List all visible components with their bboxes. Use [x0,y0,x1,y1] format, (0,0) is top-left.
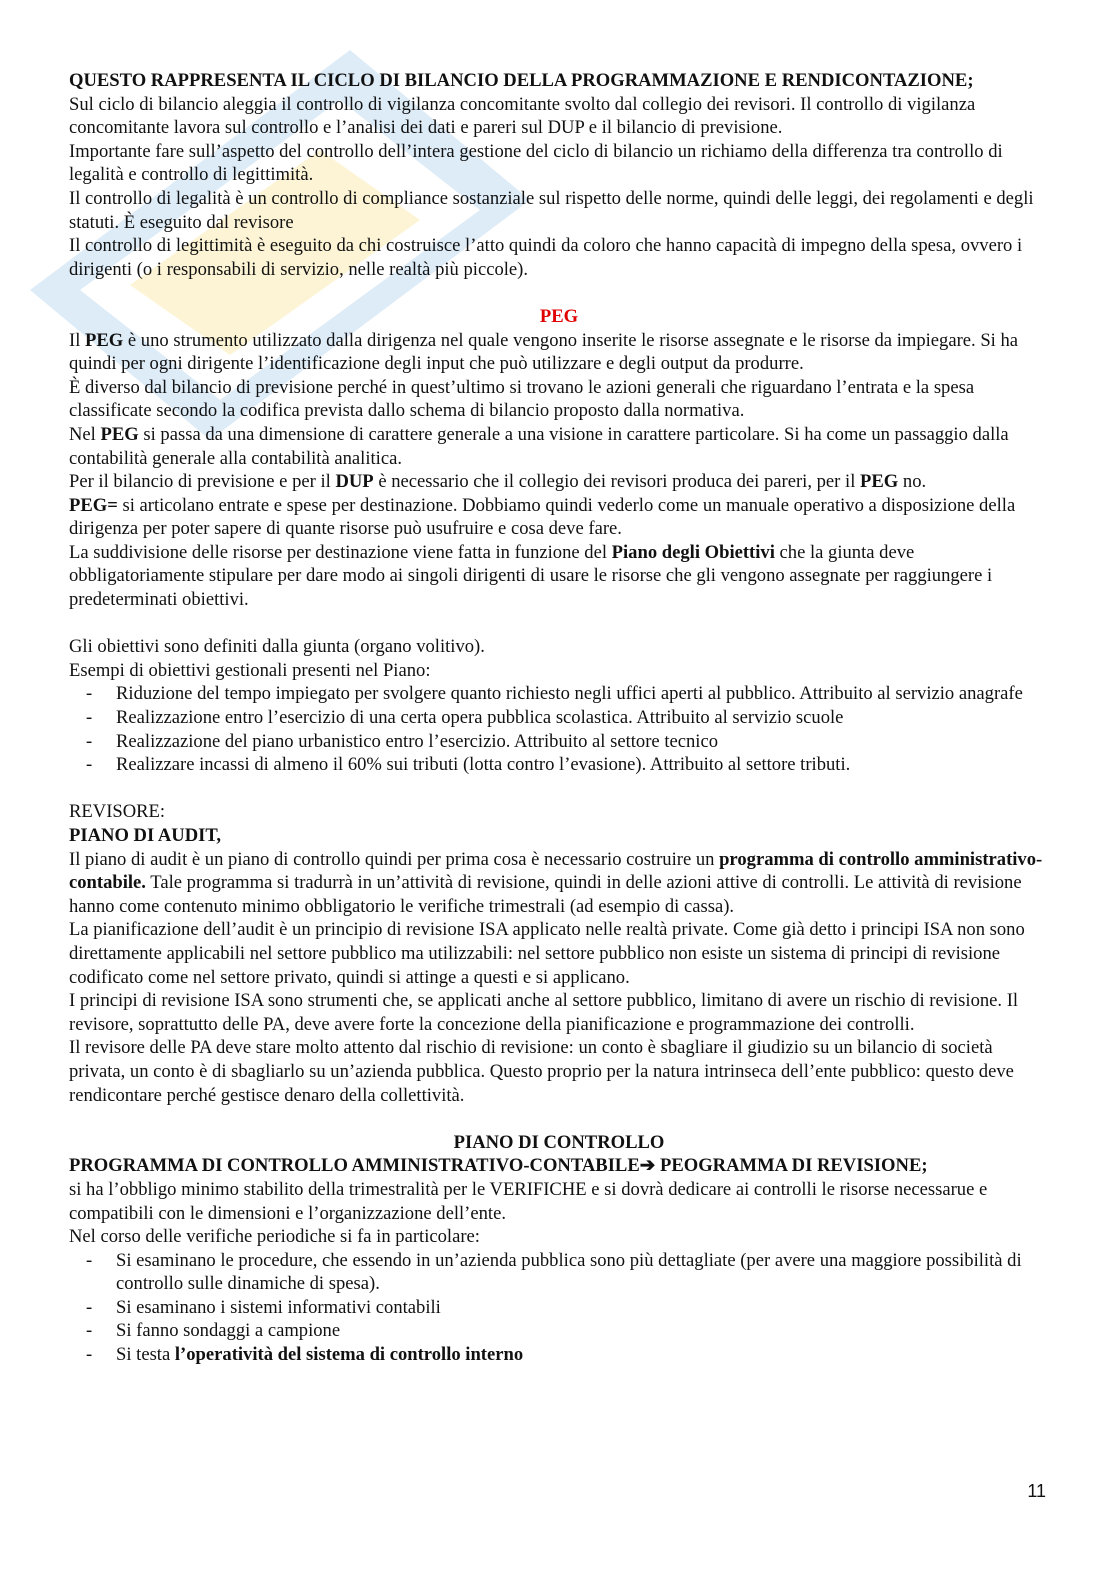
paragraph: Per il bilancio di previsione e per il DUP è necessario che il collegio dei revisori produca dei pareri, per il PEG no. [69,471,927,493]
heading-piano-controllo: PIANO DI CONTROLLO [453,1131,665,1153]
paragraph: È diverso dal bilancio di previsione perché in quest’ultimo si trovano le azioni generali che riguardano l’entrata e la spesa classificate secondo la codifica prevista dallo schema di bilancio proposto dalla normativa. [69,376,975,422]
heading-piano-audit: PIANO DI AUDIT, [69,825,222,846]
list-item: - Si testa l’operatività del sistema di controllo interno [69,1343,1049,1367]
heading-revisore: REVISORE: [69,801,166,823]
paragraph: Il controllo di legalità è un controllo di compliance sostanziale sul rispetto delle norme, quindi delle leggi, dei regolamenti e degli statuti. È eseguito dal revisore [69,187,1034,233]
section-title-ciclo-bilancio: QUESTO RAPPRESENTA IL CICLO DI BILANCIO DELLA PROGRAMMAZIONE E RENDICONTAZIONE; [69,70,974,91]
verifiche-list [69,1249,1049,1367]
paragraph: Sul ciclo di bilancio aleggia il controllo di vigilanza concomitante svolto dal collegio dei revisori. Il controllo di vigilanza concomitante lavora sul controllo e l’analisi dei dati e pareri sul DUP e il bilancio di previsione. [69,93,976,139]
paragraph: PEG= si articolano entrate e spese per destinazione. Dobbiamo quindi vederlo come un manuale operativo a disposizione della dirigenza per poter sapere di quante risorse può usufruire e cosa deve fare. [69,494,1016,540]
heading-peg: PEG [539,305,579,327]
objectives-list [69,682,1049,776]
list-item: - Realizzare incassi di almeno il 60% sui tributi (lotta contro l’evasione). Attribuito al settore tributi. [69,753,1049,777]
list-item: - Si esaminano le procedure, che essendo in un’azienda pubblica sono più dettagliate (per avere una maggiore possibilità di controllo sulle dinamiche di spesa). [69,1249,1049,1296]
page-number: 11 [1027,1481,1046,1501]
paragraph: Il revisore delle PA deve stare molto attento dal rischio di revisione: un conto è sbagliare il giudizio su un bilancio di società privata, un conto è di sbagliarlo su un’azienda pubblica. Questo proprio per la natura intrinseca dell’ente pubblico: questo deve rendicontare perché gestisce denaro della collettività. [69,1037,1014,1106]
paragraph: Gli obiettivi sono definiti dalla giunta (organo volitivo). [69,636,485,658]
paragraph: I principi di revisione ISA sono strumenti che, se applicati anche al settore pubblico, limitano di avere un rischio di revisione. Il revisore, soprattutto delle PA, deve avere forte la concezione della pianificazione e programmazione dei controlli. [69,990,1019,1035]
list-item: - Si esaminano i sistemi informativi contabili [69,1296,1049,1320]
page-content [69,69,1049,1367]
paragraph: Importante fare sull’aspetto del controllo dell’intera gestione del ciclo di bilancio un richiamo della differenza tra controllo di legalità e controllo di legittimità. [69,140,1003,186]
paragraph: Nel PEG si passa da una dimensione di carattere generale a una visione in carattere particolare. Si ha come un passaggio dalla contabilità generale alla contabilità analitica. [69,423,1009,469]
paragraph: Il controllo di legittimità è eseguito da chi costruisce l’atto quindi da coloro che hanno capacità di impegno della spesa, ovvero i dirigenti (o i responsabili di servizio, nelle realtà più piccole). [69,235,1023,280]
paragraph: si ha l’obbligo minimo stabilito della trimestralità per le VERIFICHE e si dovrà dedicare ai controlli le risorse necessarue e compatibili con le dimensioni e l’organizzazione dell’ente. [69,1178,988,1224]
paragraph: Esempi di obiettivi gestionali presenti nel Piano: [69,659,431,681]
paragraph: Il PEG è uno strumento utilizzato dalla dirigenza nel quale vengono inserite le risorse assegnate e le risorse da impiegare. Si ha quindi per ogni dirigente l’identificazione degli input che può utilizzare e degli output da produrre. [69,329,1019,375]
paragraph: Nel corso delle verifiche periodiche si fa in particolare: [69,1226,480,1248]
paragraph: Il piano di audit è un piano di controllo quindi per prima cosa è necessario costruire un programma di controllo amministrativo- contabile. Tale programma si tradurrà in un’attività di revisione, quindi in delle azioni attive di controlli. Le attività di revisione hanno come contenuto minimo obbligatorio le verifiche trimestrali (ad esempio di cassa). [69,848,1043,917]
list-item: - Realizzazione del piano urbanistico entro l’esercizio. Attribuito al settore tecnico [69,730,1049,754]
subheading-programma: PROGRAMMA DI CONTROLLO AMMINISTRATIVO-CONTABILE➔ PEOGRAMMA DI REVISIONE; [69,1155,928,1177]
paragraph: La pianificazione dell’audit è un principio di revisione ISA applicato nelle realtà private. Come già detto i principi ISA non sono direttamente applicabili nel settore pubblico ma utilizzabili: nel settore pubblico non esiste un sistema di principi di revisione codificato come nel settore privato, quindi si attinge a questi e si applicano. [69,919,1025,988]
arrow-right-icon: ➔ [639,1155,656,1177]
paragraph: La suddivisione delle risorse per destinazione viene fatta in funzione del Piano degli Obiettivi che la giunta deve obbligatoriamente stipulare per dare modo ai singoli dirigenti di usare le risorse che gli vengono assegnate per raggiungere i predeterminati obiettivi. [69,541,993,611]
list-item: - Si fanno sondaggi a campione [69,1319,1049,1343]
list-item: - Realizzazione entro l’esercizio di una certa opera pubblica scolastica. Attribuito al servizio scuole [69,706,1049,730]
list-item: - Riduzione del tempo impiegato per svolgere quanto richiesto negli uffici aperti al pubblico. Attribuito al servizio anagrafe [69,682,1049,706]
